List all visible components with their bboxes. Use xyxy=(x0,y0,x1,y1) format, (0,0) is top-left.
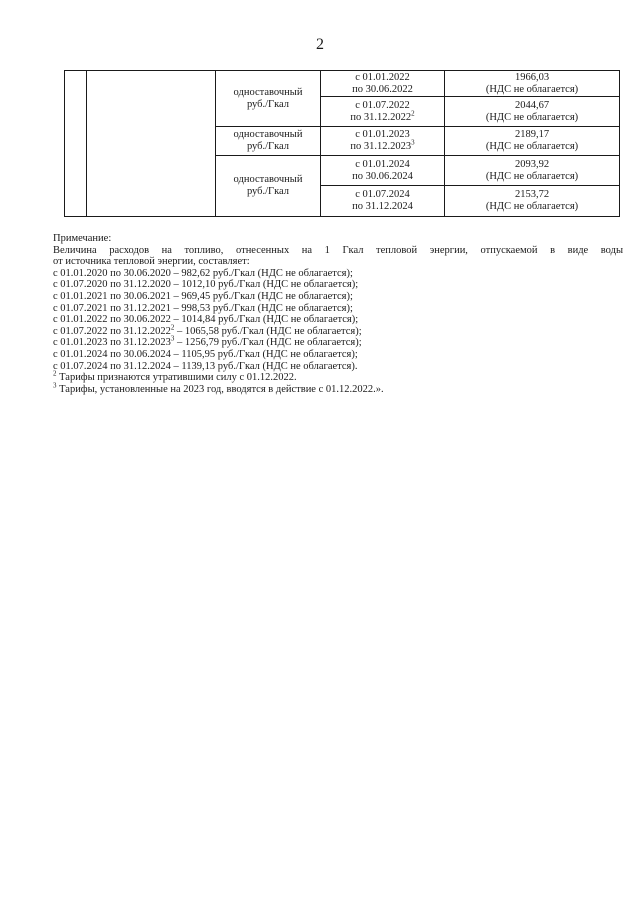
tariff-value: 1966,03 xyxy=(514,71,550,83)
tariff-value-cell xyxy=(445,186,620,217)
note-item-text: – 1256,79 руб./Гкал (НДС не облагается); xyxy=(174,337,362,349)
footnote xyxy=(53,369,623,384)
tariff-value-cell xyxy=(445,97,620,127)
footnote-mark: 2 xyxy=(411,109,415,117)
note-item xyxy=(53,268,623,280)
vat-note: (НДС не облагается) xyxy=(485,170,579,182)
note-item-text: с 01.07.2024 по 31.12.2024 – 1139,13 руб./Гкал (НДС не облагается). xyxy=(53,360,358,372)
vat-note: (НДС не облагается) xyxy=(485,83,579,95)
empty-cell-number xyxy=(65,71,87,217)
vat-note: (НДС не облагается) xyxy=(485,201,579,212)
tariff-value-cell xyxy=(445,127,620,156)
note-item-text: с 01.01.2022 по 30.06.2022 – 1014,84 руб./Гкал (НДС не облагается); xyxy=(53,314,359,326)
note-item xyxy=(53,349,623,361)
footnote-mark: 3 xyxy=(53,381,57,390)
note-heading: Примечание: xyxy=(53,233,112,244)
note-item-text: с 01.07.2022 по 31.12.2022 xyxy=(53,325,171,337)
unit-label: руб./Гкал xyxy=(246,141,290,152)
period-from: с 01.01.2023 xyxy=(355,129,410,140)
note-section xyxy=(53,233,623,395)
tariff-value: 2189,17 xyxy=(514,129,550,140)
footnote-mark: 3 xyxy=(411,138,415,147)
unit-type: одноставочный xyxy=(233,129,303,140)
note-item-text: с 01.01.2020 по 30.06.2020 – 982,62 руб./Гкал (НДС не облагается); xyxy=(53,267,353,279)
unit-label: руб./Гкал xyxy=(246,186,290,197)
period-to: по 30.06.2022 xyxy=(352,83,413,95)
period-from: с 01.01.2022 xyxy=(355,71,410,83)
table-row xyxy=(65,71,620,97)
footnote-mark: 2 xyxy=(53,369,57,378)
unit-type: одноставочный xyxy=(233,174,303,185)
period-cell xyxy=(321,127,445,156)
unit-label: руб./Гкал xyxy=(246,98,290,110)
empty-cell-name xyxy=(87,71,216,217)
period-from: с 01.01.2024 xyxy=(355,158,410,170)
note-item xyxy=(53,361,623,373)
footnote xyxy=(53,381,623,396)
period-cell xyxy=(321,156,445,186)
note-item-text: с 01.01.2023 по 31.12.2023 xyxy=(53,337,171,349)
period-to: по 30.06.2024 xyxy=(352,170,413,182)
tariff-value: 2044,67 xyxy=(514,99,550,111)
footnote-mark: 2 xyxy=(170,323,175,332)
period-to: по 31.12.2024 xyxy=(352,201,413,212)
note-item xyxy=(53,314,623,326)
footnote-text: Тарифы признаются утратившими силу с 01.12.2022. xyxy=(56,372,297,384)
tariff-value-cell xyxy=(445,71,620,97)
period-from: с 01.07.2024 xyxy=(355,189,410,200)
note-item xyxy=(53,291,623,303)
note-item xyxy=(53,303,623,315)
footnote-text: Тарифы, установленные на 2023 год, вводятся в действие с 01.12.2022.». xyxy=(56,383,384,395)
note-intro-line: Величина расходов на топливо, отнесенных на 1 Гкал тепловой энергии, отпускаемой в виде воды xyxy=(53,244,623,256)
tariff-value-cell xyxy=(445,156,620,186)
note-item-text: с 01.07.2020 по 31.12.2020 – 1012,10 руб./Гкал (НДС не облагается); xyxy=(53,279,359,291)
tariff-value: 2093,92 xyxy=(514,158,550,170)
note-item-text: с 01.01.2021 по 30.06.2021 – 969,45 руб./Гкал (НДС не облагается); xyxy=(53,290,353,302)
period-cell xyxy=(321,71,445,97)
period-from: с 01.07.2022 xyxy=(355,99,410,111)
period-cell xyxy=(321,97,445,127)
note-item xyxy=(53,334,623,349)
unit-type: одноставочный xyxy=(233,86,303,98)
tariff-value: 2153,72 xyxy=(514,189,550,200)
note-item xyxy=(53,323,623,338)
note-item xyxy=(53,279,623,291)
period-cell xyxy=(321,186,445,217)
vat-note: (НДС не облагается) xyxy=(485,141,579,152)
footnote-mark: 3 xyxy=(170,334,175,343)
unit-cell xyxy=(216,156,321,217)
note-intro-line: от источника тепловой энергии, составляет: xyxy=(53,256,250,268)
note-item-text: – 1065,58 руб./Гкал (НДС не облагается); xyxy=(174,325,362,337)
vat-note: (НДС не облагается) xyxy=(485,111,579,123)
tariff-table xyxy=(64,70,620,217)
note-item-text: с 01.07.2021 по 31.12.2021 – 998,53 руб./Гкал (НДС не облагается); xyxy=(53,302,353,314)
note-item-text: с 01.01.2024 по 30.06.2024 – 1105,95 руб./Гкал (НДС не облагается); xyxy=(53,348,358,360)
unit-cell xyxy=(216,127,321,156)
page-number: 2 xyxy=(316,36,324,53)
period-to: по 31.12.2023 xyxy=(350,141,412,152)
unit-cell xyxy=(216,71,321,127)
period-to: по 31.12.2022 xyxy=(350,111,412,123)
